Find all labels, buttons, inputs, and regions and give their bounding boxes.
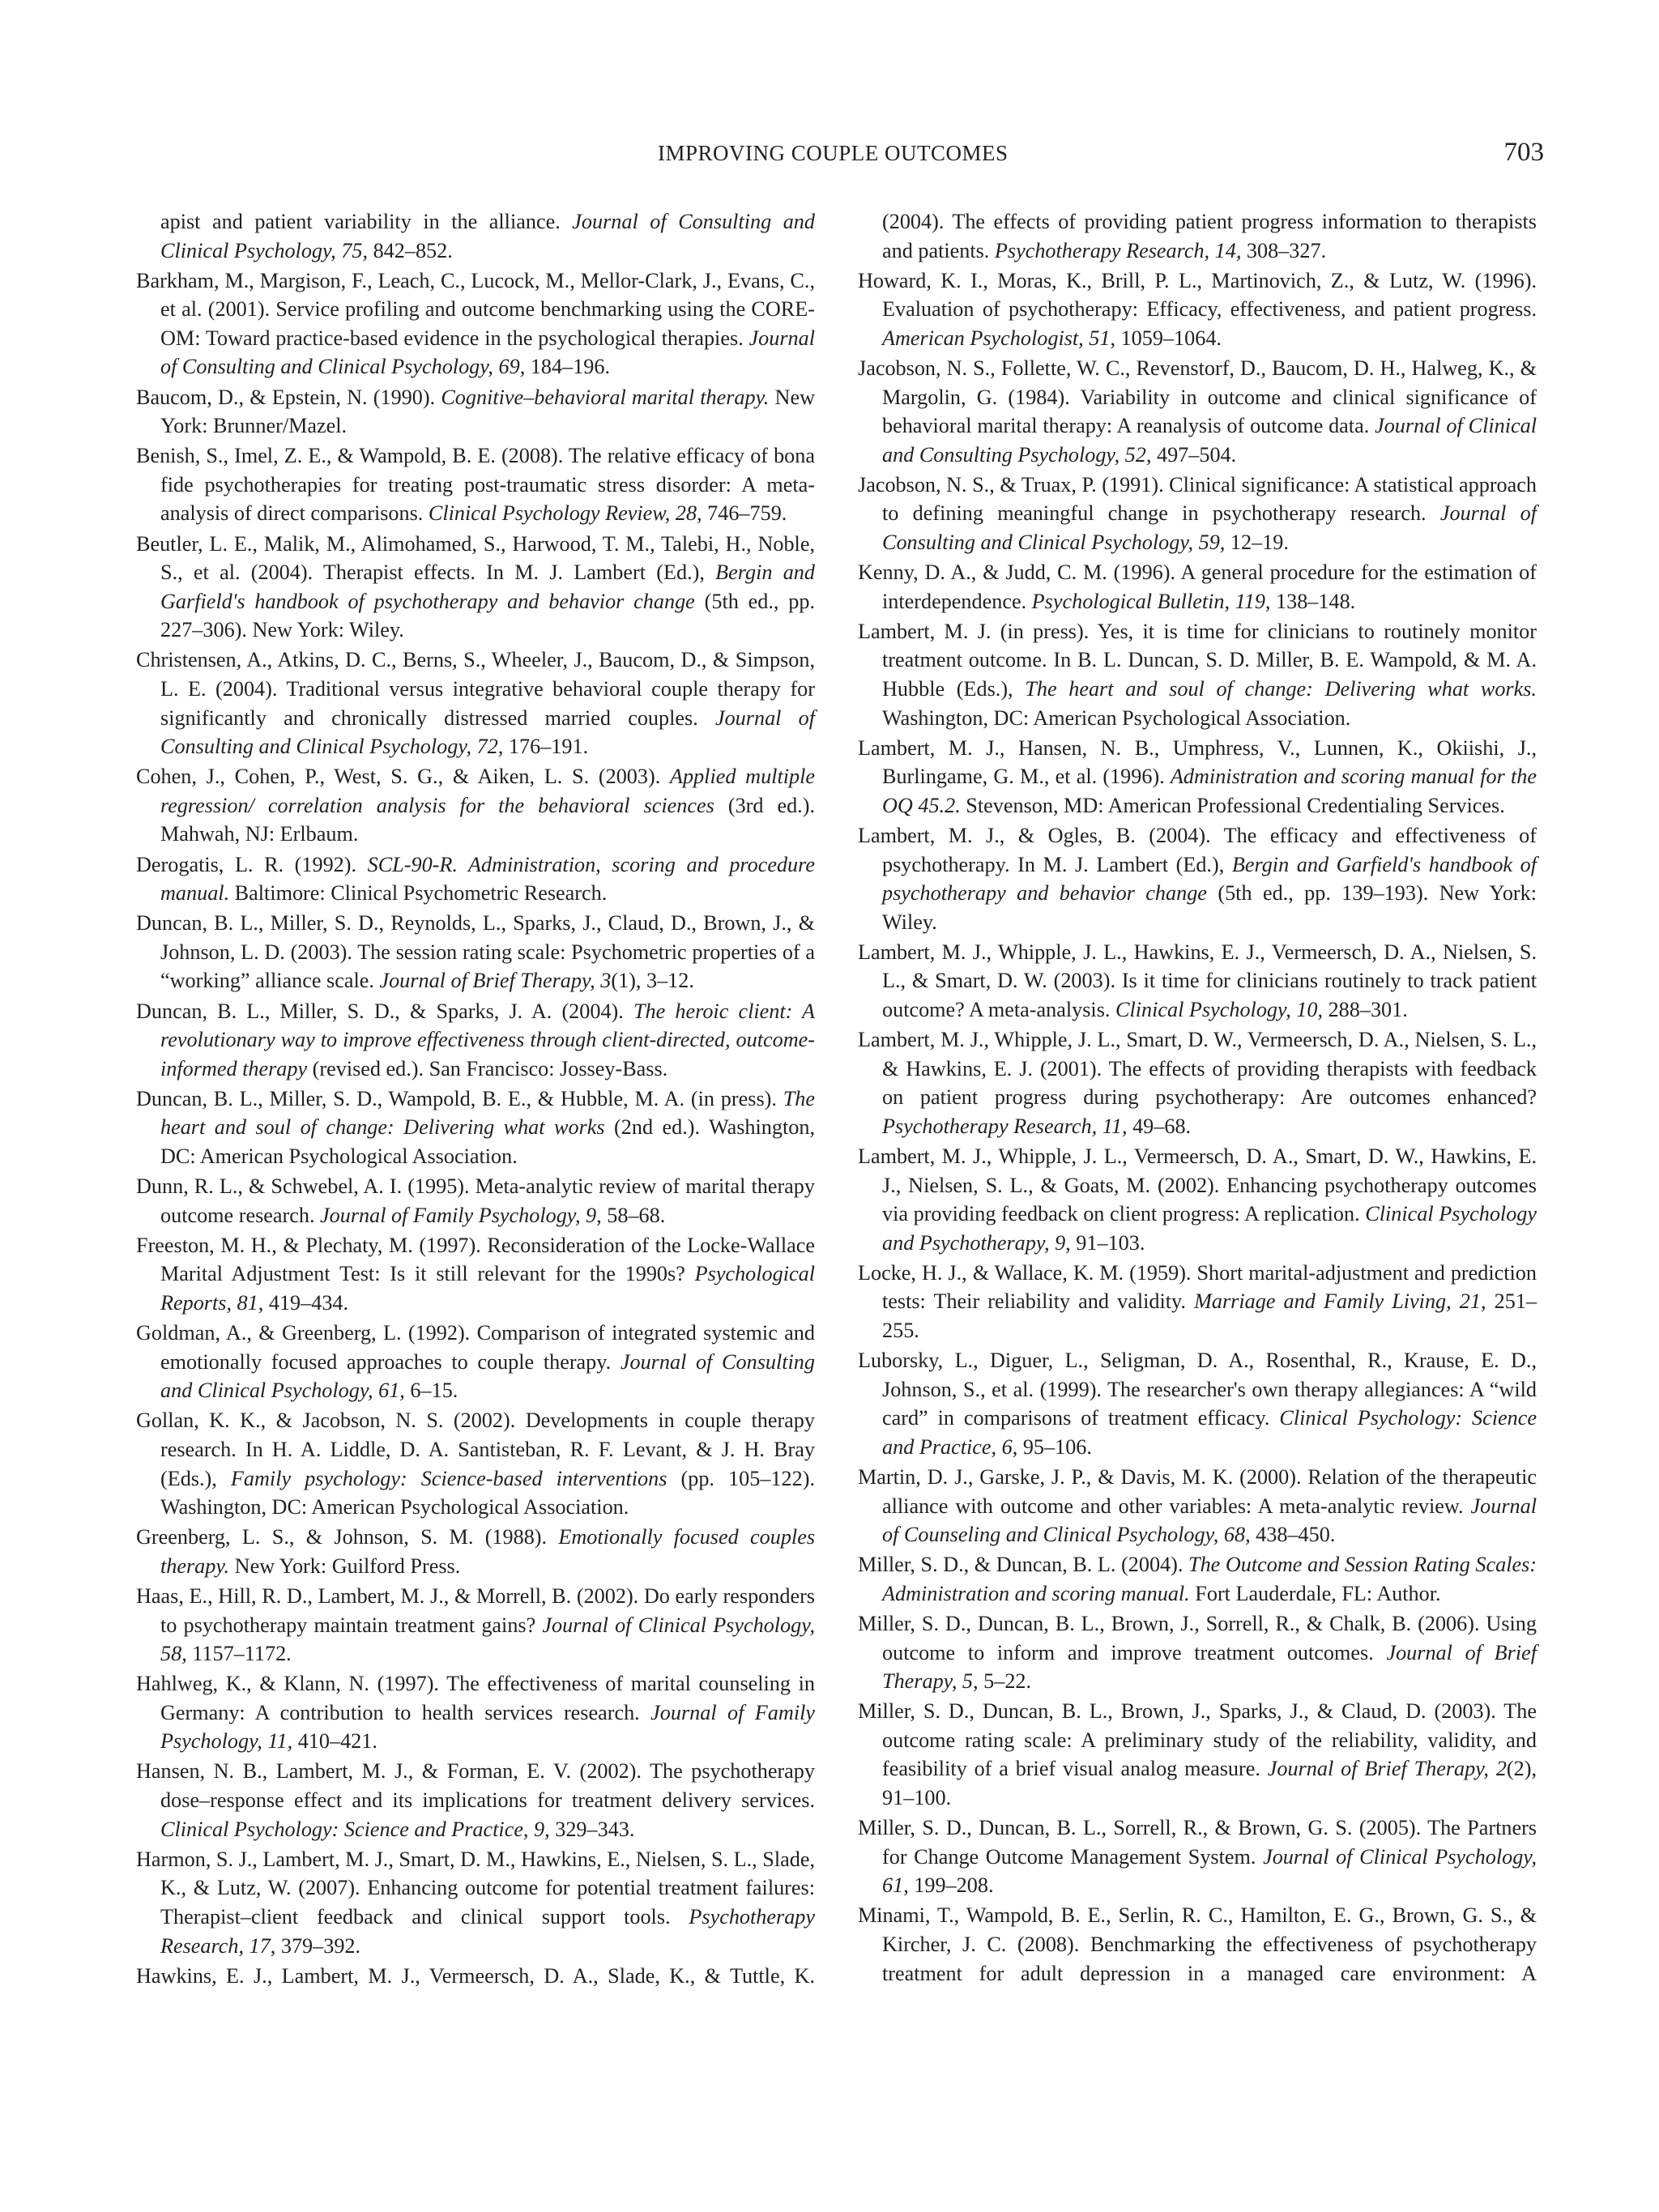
reference-pages: 1059–1064. <box>1120 326 1222 350</box>
reference-entry <box>136 207 815 265</box>
reference-source: Clinical Psychology: Science and Practice, 6, <box>882 1406 1537 1459</box>
reference-text: Martin, D. J., Garske, J. P., & Davis, M. K. (2000). Relation of the therapeutic alliance with outcome and other variables: A meta-analytic review. <box>858 1465 1537 1518</box>
reference-pages: (2), 91–100. <box>882 1757 1537 1810</box>
reference-pages: 438–450. <box>1256 1523 1336 1547</box>
reference-pages: Washington, DC: American Psychological Association. <box>882 705 1351 730</box>
running-title: IMPROVING COUPLE OUTCOMES <box>658 141 1009 165</box>
reference-pages: 58–68. <box>607 1203 666 1227</box>
reference-pages: Fort Lauderdale, FL: Author. <box>1195 1581 1441 1605</box>
reference-pages: 184–196. <box>530 355 611 379</box>
reference-text: Lambert, M. J., Whipple, J. L., Vermeersch, D. A., Smart, D. W., Hawkins, E. J., Nielsen, S. L., & Goats, M. (2002). Enhancing psychotherapy outcomes via providing feedback on client progress: A replication. <box>858 1144 1537 1226</box>
reference-entry <box>858 471 1537 557</box>
reference-source: The heroic client: A revolutionary way to improve effectiveness through client-directed, outcome-informed therapy <box>160 999 816 1080</box>
reference-source: Journal of Consulting and Clinical Psychology, 72, <box>160 705 816 759</box>
reference-text: Dunn, R. L., & Schwebel, A. I. (1995). Meta-analytic review of marital therapy outcome research. <box>136 1174 815 1227</box>
reference-entry <box>858 1463 1537 1549</box>
reference-entry <box>858 1609 1537 1696</box>
left-column <box>136 207 815 1992</box>
reference-pages: 308–327. <box>1246 238 1327 262</box>
reference-pages: 199–208. <box>914 1873 994 1898</box>
reference-pages: 49–68. <box>1132 1114 1192 1138</box>
right-column <box>858 207 1537 1989</box>
reference-entry <box>858 617 1537 732</box>
reference-source: Clinical Psychology and Psychotherapy, 9, <box>882 1202 1537 1255</box>
reference-pages: 419–434. <box>268 1290 349 1315</box>
reference-source: Clinical Psychology Review, 28, <box>428 501 702 526</box>
reference-source: The heart and soul of change: Delivering what works. <box>1025 677 1537 701</box>
reference-entry <box>858 1346 1537 1461</box>
reference-text: Miller, S. D., Duncan, B. L., Brown, J., Sparks, J., & Claud, D. (2003). The outcome rating scale: A preliminary study of the reliability, validity, and feasibility of a brief visual analog measure. <box>858 1699 1537 1781</box>
reference-entry <box>858 1025 1537 1140</box>
reference-entry <box>136 909 815 995</box>
reference-entry <box>136 1757 815 1843</box>
reference-entry <box>858 734 1537 820</box>
reference-pages: New York: Brunner/Mazel. <box>160 385 815 438</box>
page-number: 703 <box>1503 138 1544 167</box>
reference-pages: (5th ed., pp. 227–306). New York: Wiley. <box>160 589 816 642</box>
reference-text: Jacobson, N. S., & Truax, P. (1991). Clinical significance: A statistical approach to defining meaningful change in psychotherapy research. <box>858 472 1537 526</box>
reference-text: Howard, K. I., Moras, K., Brill, P. L., Martinovich, Z., & Lutz, W. (1996). Evaluation of psychotherapy: Efficacy, effectiveness, and patient progress. <box>858 268 1537 322</box>
reference-text: Jacobson, N. S., Follette, W. C., Revenstorf, D., Baucom, D. H., Halweg, K., & Margolin, G. (1984). Variability in outcome and clinical significance of behavioral marital therapy: A reanalysis of outcome data. <box>858 356 1537 438</box>
reference-entry <box>136 1085 815 1171</box>
reference-entry <box>136 1172 815 1230</box>
reference-entry <box>136 266 815 381</box>
reference-text: Miller, S. D., Duncan, B. L., Brown, J., Sorrell, R., & Chalk, B. (2006). Using outcome to inform and improve treatment outcomes. <box>858 1612 1537 1664</box>
reference-source: Journal of Brief Therapy, 2 <box>1267 1757 1507 1781</box>
reference-text: Benish, S., Imel, Z. E., & Wampold, B. E. (2008). The relative efficacy of bona fide psychotherapies for treating post-traumatic stress disorder: A meta-analysis of direct comparisons. <box>136 444 815 526</box>
reference-source: Journal of Consulting and Clinical Psychology, 61, <box>160 1349 815 1403</box>
reference-text: Derogatis, L. R. (1992). <box>136 852 357 876</box>
reference-source: Journal of Counseling and Clinical Psychology, 68, <box>882 1494 1537 1547</box>
reference-source: Bergin and Garfield's handbook of psychotherapy and behavior change <box>882 852 1537 906</box>
reference-pages: (2nd ed.). Washington, DC: American Psychological Association. <box>160 1115 815 1168</box>
reference-entry <box>136 530 815 645</box>
reference-source: Clinical Psychology, 10, <box>1115 998 1324 1022</box>
reference-text: Lambert, M. J., Whipple, J. L., Hawkins, E. J., Vermeersch, D. A., Nielsen, S. L., & Smart, D. W. (2003). Is it time for clinicians routinely to track patient outcome? A meta-analysis. <box>858 940 1537 1022</box>
reference-entry <box>858 938 1537 1025</box>
reference-pages: New York: Guilford Press. <box>234 1554 461 1578</box>
reference-source: Administration and scoring manual for the OQ 45.2. <box>882 765 1537 817</box>
reference-source: Journal of Consulting and Clinical Psychology, 59, <box>882 501 1537 555</box>
reference-pages: 746–759. <box>707 501 787 526</box>
reference-text: Barkham, M., Margison, F., Leach, C., Lucock, M., Mellor-Clark, J., Evans, C., et al. (2001). Service profiling and outcome benchmarking using the CORE-OM: Toward practice-based evidence in the psychological therapies. <box>136 268 815 350</box>
reference-entry <box>136 762 815 849</box>
reference-source: Clinical Psychology: Science and Practice, 9, <box>160 1817 550 1841</box>
reference-entry <box>136 1582 815 1669</box>
reference-entry <box>136 1319 815 1405</box>
reference-source: Family psychology: Science-based interventions <box>230 1466 667 1490</box>
reference-pages: (5th ed., pp. 139–193). New York: Wiley. <box>882 881 1537 934</box>
reference-text: Hahlweg, K., & Klann, N. (1997). The effectiveness of marital counseling in Germany: A contribution to health services research. <box>136 1672 815 1724</box>
reference-source: Journal of Family Psychology, 11, <box>160 1700 815 1754</box>
reference-source: Journal of Consulting and Clinical Psychology, 75, <box>160 210 815 262</box>
reference-entry <box>858 1697 1537 1812</box>
reference-text: Miller, S. D., & Duncan, B. L. (2004). <box>858 1553 1183 1577</box>
reference-pages: 379–392. <box>280 1933 361 1958</box>
reference-source: Journal of Clinical Psychology, 61, <box>882 1844 1537 1898</box>
reference-entry <box>136 646 815 761</box>
reference-text: Lambert, M. J., Whipple, J. L., Smart, D. W., Vermeersch, D. A., Nielsen, S. L., & Hawkins, E. J. (2001). The effects of providing therapists with feedback on patient progress during psychotherapy: Are outcomes enhanced? <box>858 1028 1537 1110</box>
reference-text: Baucom, D., & Epstein, N. (1990). <box>136 385 436 409</box>
reference-entry <box>858 1259 1537 1345</box>
reference-pages: 138–148. <box>1276 589 1356 613</box>
reference-text: Goldman, A., & Greenberg, L. (1992). Comparison of integrated systemic and emotionally focused approaches to couple therapy. <box>136 1321 815 1374</box>
reference-entry <box>858 1550 1537 1608</box>
reference-text: Cohen, J., Cohen, P., West, S. G., & Aiken, L. S. (2003). <box>136 765 661 789</box>
reference-source: Psychotherapy Research, 17, <box>160 1904 816 1958</box>
reference-text: Harmon, S. J., Lambert, M. J., Smart, D. M., Hawkins, E., Nielsen, S. L., Slade, K., & Lutz, W. (2007). Enhancing outcome for potential treatment failures: Therapist–client feedback and clinical support tools. <box>136 1847 815 1929</box>
reference-text: Christensen, A., Atkins, D. C., Berns, S., Wheeler, J., Baucom, D., & Simpson, L. E. (2004). Traditional versus integrative behavioral couple therapy for significantly and chronically distressed married couples. <box>136 648 815 730</box>
reference-source: Psychotherapy Research, 11, <box>882 1114 1128 1138</box>
reference-entry <box>858 207 1537 265</box>
reference-source: Cognitive–behavioral marital therapy. <box>441 385 770 409</box>
reference-pages: 91–103. <box>1076 1230 1145 1255</box>
reference-text: apist and patient variability in the alliance. <box>160 210 561 233</box>
reference-text: Kenny, D. A., & Judd, C. M. (1996). A general procedure for the estimation of interdependence. <box>858 560 1537 613</box>
reference-pages: 176–191. <box>508 735 589 759</box>
reference-pages: 95–106. <box>1022 1434 1092 1459</box>
reference-pages: 329–343. <box>555 1817 635 1841</box>
reference-text: Locke, H. J., & Wallace, K. M. (1959). Short marital-adjustment and prediction tests: Their reliability and validity. <box>858 1260 1537 1314</box>
reference-entry <box>136 1845 815 1960</box>
reference-source: Journal of Clinical Psychology, 58, <box>160 1613 815 1666</box>
reference-pages: 1157–1172. <box>192 1642 292 1666</box>
reference-pages: Stevenson, MD: American Professional Credentialing Services. <box>966 793 1505 817</box>
reference-text: Lambert, M. J., & Ogles, B. (2004). The efficacy and effectiveness of psychotherapy. In M. J. Lambert (Ed.), <box>858 823 1537 876</box>
reference-entry <box>858 266 1537 353</box>
reference-entry <box>136 383 815 441</box>
reference-entry <box>858 354 1537 469</box>
reference-source: Marriage and Family Living, 21, <box>1194 1289 1486 1314</box>
reference-entry <box>858 821 1537 936</box>
reference-text: Beutler, L. E., Malik, M., Alimohamed, S., Harwood, T. M., Talebi, H., Noble, S., et al. (2004). Therapist effects. In M. J. Lambert (Ed.), <box>136 531 815 585</box>
reference-text: Hansen, N. B., Lambert, M. J., & Forman, E. V. (2002). The psychotherapy dose–response effect and its implications for treatment delivery services. <box>136 1759 815 1813</box>
reference-source: Psychotherapy Research, 14, <box>994 238 1242 262</box>
running-head <box>0 138 1659 178</box>
reference-pages: 288–301. <box>1328 998 1408 1022</box>
reference-text: Duncan, B. L., Miller, S. D., Wampold, B. E., & Hubble, M. A. (in press). <box>136 1086 777 1110</box>
reference-source: The heart and soul of change: Delivering what works <box>160 1086 815 1140</box>
reference-source: Journal of Clinical and Consulting Psychology, 52, <box>882 414 1537 467</box>
reference-pages: 6–15. <box>410 1379 458 1403</box>
reference-source: Emotionally focused couples therapy. <box>160 1525 816 1578</box>
reference-source: Applied multiple regression/ correlation analysis for the behavioral sciences <box>160 765 816 817</box>
reference-entry <box>136 1669 815 1756</box>
reference-text: Greenberg, L. S., & Johnson, S. M. (1988). <box>136 1525 548 1549</box>
reference-source: American Psychologist, 51, <box>882 326 1116 350</box>
reference-pages: (revised ed.). San Francisco: Jossey-Bass. <box>312 1056 668 1080</box>
reference-source: Journal of Brief Therapy, 3 <box>379 969 612 993</box>
reference-text: Lambert, M. J., Hansen, N. B., Umphress, V., Lunnen, K., Okiishi, J., Burlingame, G. M., et al. (1996). <box>858 735 1537 789</box>
reference-pages: 410–421. <box>297 1729 377 1754</box>
reference-entry <box>136 850 815 908</box>
reference-source: SCL-90-R. Administration, scoring and procedure manual. <box>160 852 815 906</box>
reference-entry <box>136 441 815 528</box>
reference-entry <box>858 1142 1537 1257</box>
reference-entry <box>136 1962 815 1991</box>
reference-entry <box>858 558 1537 616</box>
reference-text: Lambert, M. J. (in press). Yes, it is time for clinicians to routinely monitor treatment outcome. In B. L. Duncan, S. D. Miller, B. E. Wampold, & M. A. Hubble (Eds.), <box>858 619 1537 701</box>
reference-text: Luborsky, L., Diguer, L., Seligman, D. A., Rosenthal, R., Krause, E. D., Johnson, S., et al. (1999). The researcher's own therapy allegiances: A “wild card” in comparisons of treatment efficacy. <box>858 1349 1537 1430</box>
reference-text: Duncan, B. L., Miller, S. D., & Sparks, J. A. (2004). <box>136 999 624 1023</box>
reference-entry <box>136 1406 815 1521</box>
reference-pages: 842–852. <box>373 238 453 262</box>
reference-text: Hawkins, E. J., Lambert, M. J., Vermeersch, D. A., Slade, K., & Tuttle, K. <box>136 1963 815 1988</box>
reference-text: Gollan, K. K., & Jacobson, N. S. (2002). Developments in couple therapy research. In H. A. Liddle, D. A. Santisteban, R. F. Levant, & J. H. Bray (Eds.), <box>136 1409 815 1490</box>
reference-text: Miller, S. D., Duncan, B. L., Sorrell, R., & Brown, G. S. (2005). The Partners for Change Outcome Management System. <box>858 1816 1537 1869</box>
reference-source: Journal of Family Psychology, 9, <box>320 1203 602 1227</box>
reference-entry <box>136 1231 815 1318</box>
reference-source: Bergin and Garfield's handbook of psychotherapy and behavior change <box>160 560 815 613</box>
reference-pages: (1), 3–12. <box>611 969 694 993</box>
reference-pages: 497–504. <box>1156 442 1237 467</box>
reference-text: Duncan, B. L., Miller, S. D., Reynolds, L., Sparks, J., Claud, D., Brown, J., & Johnson, L. D. (2003). The session rating scale: Psychometric properties of a “working” alliance scale. <box>136 911 815 993</box>
reference-source: Journal of Consulting and Clinical Psychology, 69, <box>160 326 816 379</box>
reference-source: Psychological Reports, 81, <box>160 1262 816 1315</box>
reference-pages: (pp. 105–122). Washington, DC: American Psychological Association. <box>160 1466 815 1519</box>
reference-source: The Outcome and Session Rating Scales: Administration and scoring manual. <box>882 1553 1537 1605</box>
reference-text: (2004). The effects of providing patient progress information to therapists and patients. <box>882 210 1537 262</box>
reference-entry <box>136 997 815 1084</box>
reference-source: Psychological Bulletin, 119, <box>1031 589 1271 613</box>
reference-pages: 251–255. <box>882 1289 1537 1343</box>
reference-pages: 5–22. <box>983 1669 1032 1694</box>
reference-entry <box>136 1523 815 1580</box>
reference-text: Freeston, M. H., & Plechaty, M. (1997). Reconsideration of the Locke-Wallace Marital Adjustment Test: Is it still relevant for the 1990s? <box>136 1233 815 1286</box>
reference-source: Journal of Brief Therapy, 5, <box>882 1640 1537 1694</box>
reference-pages: (3rd ed.). Mahwah, NJ: Erlbaum. <box>160 793 816 846</box>
reference-pages: Baltimore: Clinical Psychometric Research. <box>234 881 608 906</box>
reference-text: Haas, E., Hill, R. D., Lambert, M. J., & Morrell, B. (2002). Do early responders to psychotherapy maintain treatment gains? <box>136 1583 815 1637</box>
reference-entry <box>858 1813 1537 1900</box>
reference-entry <box>858 1901 1537 1988</box>
reference-text: Minami, T., Wampold, B. E., Serlin, R. C., Hamilton, E. G., Brown, G. S., & Kircher, J. C. (2008). Benchmarking the effectiveness of psychotherapy treatment for adult depression in a managed care environment: A <box>858 1903 1537 1985</box>
reference-pages: 12–19. <box>1230 531 1289 555</box>
